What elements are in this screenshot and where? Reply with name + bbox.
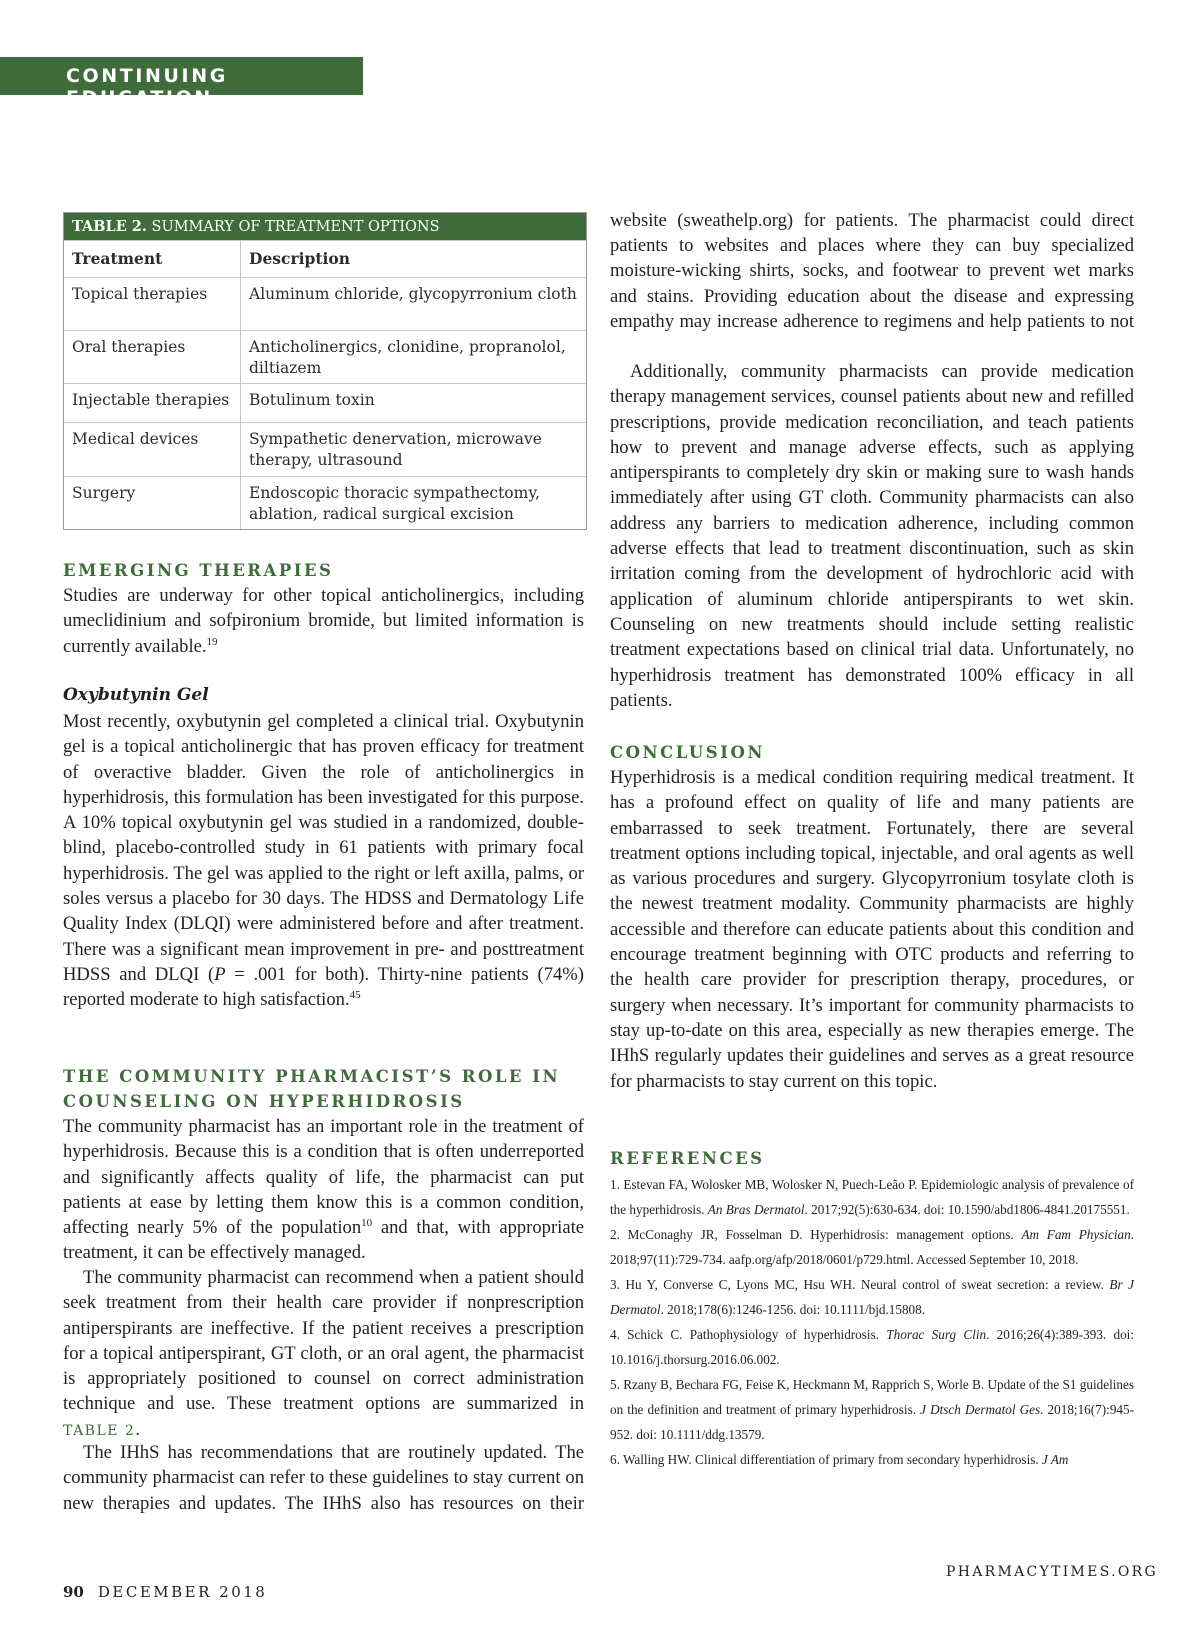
reference-journal: Thorac Surg Clin (886, 1327, 987, 1342)
reference-details: . 2018;97(11):729-734. aafp.org/afp/2018/0601/p729.html. Accessed September 10, 2018. (610, 1227, 1134, 1267)
page-footer-left (63, 1583, 267, 1601)
oxybutynin-body (63, 709, 584, 1013)
emerging-therapies-heading: EMERGING THERAPIES (63, 561, 334, 580)
reference-item (610, 1447, 1134, 1472)
banner-label: CONTINUING EDUCATION (66, 65, 228, 109)
oxybutynin-text-a: Most recently, oxybutynin gel completed a clinical trial. Oxybutynin gel is a topical anticholinergic that has proven efficacy for treatment of overactive bladder. Given the role of anticholinergics in hyperhidrosis, this formulation has been investigated for this purpose. A 10% topical oxybutynin gel was studied in a randomized, double-blind, placebo-controlled study in 61 patients with primary focal hyperhidrosis. The gel was applied to the right or left axilla, palms, or soles versus a placebo for 30 days. The HDSS and Dermatology Life Quality Index (DLQI) were administered before and after treatment. There was a significant mean improvement in pre- and posttreatment HDSS and DLQI ( (63, 711, 584, 985)
reference-details: . 2018;16(7):945-952. doi: 10.1111/ddg.13579. (610, 1402, 1134, 1442)
oxybutynin-subheading: Oxybutynin Gel (63, 685, 209, 705)
community-p3-text: website (sweathelp.org) for patients. The pharmacist could direct patients to websites and places where they can buy specialized moisture-wicking shirts, socks, and footwear to prevent wet marks and stains. Providing education about the disease and expressing empathy may increase adherence to regimens and help patients to not (610, 209, 1134, 333)
reference-details: . 2016;26(4):389-393. doi: 10.1016/j.thorsurg.2016.06.002. (610, 1327, 1134, 1367)
column-header-treatment: Treatment (64, 241, 241, 277)
community-p1-text-b: and that, with appropriate treatment, it can be effectively managed. (63, 1217, 584, 1264)
community-p3-text: The IHhS has recommendations that are routinely updated. The community pharmacist can refer to these guidelines to stay current on new therapies and updates. The IHhS also has resources on their (63, 1442, 584, 1514)
reference-journal: Am Fam Physician (1021, 1227, 1131, 1242)
community-heading-line2: COUNSELING ON HYPERHIDROSIS (63, 1092, 465, 1111)
conclusion-body: Hyperhidrosis is a medical condition requiring medical treatment. It has a profound effect on quality of life and many patients are embarrassed to seek treatment. Fortunately, there are several treatment options including topical, injectable, and oral agents as well as various procedures and surgery. Glycopyrronium tosylate cloth is the newest treatment modality. Community pharmacists are highly accessible and therefore can educate patients about this condition and encourage treatment beginning with OTC products and referring to the health care provider for prescription therapy, procedures, or surgery when necessary. It’s important for community pharmacists to stay up-to-date on this area, especially as new therapies emerge. The IHhS regularly updates their guidelines and serves as a great resource for pharmacists to stay current on this topic. (610, 767, 1134, 1092)
table-cell-description: Aluminum chloride, glycopyrronium cloth (249, 285, 577, 303)
community-paragraph-2 (63, 1265, 584, 1444)
reference-details: . 2017;92(5):630-634. doi: 10.1590/abd1806-4841.20175551. (804, 1202, 1130, 1217)
table-cell-description: Anticholinergics, clonidine, propranolol, diltiazem (249, 338, 566, 377)
community-p2-text-a: The community pharmacist can recommend when a patient should seek treatment from their health care provider if nonprescription antiperspirants are ineffective. If the patient receives a prescription for a topical antiperspirant, GT cloth, or an oral agent, the pharmacist is appropriately positioned to counsel on correct administration technique and use. These treatment options are summarized in (63, 1267, 584, 1415)
page-number: 90 (63, 1583, 84, 1601)
table-row (64, 383, 586, 422)
reference-text: 1. Estevan FA, Wolosker MB, Wolosker N, Puech-Leão P. Epidemiologic analysis of prevalence of the hyperhidrosis. (610, 1177, 1134, 1217)
table-cell-treatment: Oral therapies (64, 331, 241, 383)
reference-item (610, 1372, 1134, 1447)
table-header-row (64, 240, 586, 277)
community-paragraph-3-start (63, 1440, 584, 1516)
reference-item (610, 1272, 1134, 1322)
table-title-text: SUMMARY OF TREATMENT OPTIONS (151, 219, 440, 235)
references-list (610, 1172, 1134, 1472)
reference-text: 4. Schick C. Pathophysiology of hyperhidrosis. (610, 1327, 887, 1342)
table-row (64, 422, 586, 476)
emerging-therapies-body (63, 583, 584, 659)
table-cell-description: Botulinum toxin (249, 391, 375, 409)
issue-date: DECEMBER 2018 (97, 1583, 268, 1601)
table-cell-treatment: Injectable therapies (64, 384, 241, 422)
community-paragraph-4: Additionally, community pharmacists can provide medication therapy management services, counsel patients about new and refilled prescriptions, provide medication reconciliation, and teach patients how to prevent and manage adverse effects, such as applying antiperspirants to completely dry skin or making sure to wash hands immediately after using GT cloth. Community pharmacists can also address any barriers to medication adherence, including common adverse effects that lead to treatment discontinuation, such as skin irritation coming from the development of hydrochloric acid with application of aluminum chloride antiperspirants to wet skin. Counseling on new treatments should include setting realistic treatment expectations based on clinical trial data. Unfortunately, no hyperhidrosis treatment has demonstrated 100% efficacy in all patients. (610, 361, 1134, 711)
column-header-description: Description (249, 249, 351, 268)
community-paragraph-1 (63, 1114, 584, 1266)
reference-details: . 2018;178(6):1246-1256. doi: 10.1111/bjd.15808. (660, 1302, 926, 1317)
reference-journal: Br J Dermatol (610, 1277, 1134, 1317)
reference-item (610, 1322, 1134, 1372)
section-banner (0, 57, 363, 109)
table-row (64, 277, 586, 330)
reference-text: 6. Walling HW. Clinical differentiation of primary from secondary hyperhidrosis. (610, 1452, 1042, 1467)
citation: 10 (361, 1217, 373, 1229)
community-p3-continuation (610, 208, 1134, 335)
community-heading-line1: THE COMMUNITY PHARMACIST’S ROLE IN (63, 1067, 561, 1086)
community-p1-text-a: The community pharmacist has an important role in the treatment of hyperhidrosis. Because this is a condition that is often underreported and significantly affects quality of life, the pharmacist can put patients at ease by letting them know this is a common condition, affecting nearly 5% of the population (63, 1116, 584, 1239)
table-row (64, 330, 586, 383)
reference-text: 2. McConaghy JR, Fosselman D. Hyperhidrosis: management options. (610, 1227, 1022, 1242)
treatment-table (63, 212, 587, 530)
p-value-symbol: P (214, 963, 226, 985)
table-reference: TABLE 2 (63, 1422, 136, 1439)
table-row (64, 476, 586, 529)
citation: 19 (206, 635, 218, 648)
reference-journal: An Bras Dermatol (707, 1202, 805, 1217)
reference-text: 3. Hu Y, Converse C, Lyons MC, Hsu WH. Neural control of sweat secretion: a review. (610, 1277, 1110, 1292)
table-cell-description: Endoscopic thoracic sympathectomy, ablation, radical surgical excision (249, 484, 540, 523)
community-paragraph-3-continued (610, 208, 1134, 335)
emerging-text: Studies are underway for other topical anticholinergics, including umeclidinium and sofpironium bromide, but limited information is currently available. (63, 585, 584, 657)
oxybutynin-text-b: = .001 for both). Thirty-nine patients (74%) reported moderate to high satisfaction. (63, 963, 584, 1011)
site-url: PHARMACYTIMES.ORG (946, 1564, 1158, 1580)
citation: 45 (349, 989, 361, 1002)
reference-item (610, 1172, 1134, 1222)
community-p2-text-b: . (135, 1418, 141, 1440)
conclusion-heading: CONCLUSION (610, 743, 765, 762)
table-cell-treatment: Medical devices (64, 423, 241, 476)
reference-journal: J Am (1041, 1452, 1069, 1467)
reference-item (610, 1222, 1134, 1272)
references-heading: REFERENCES (610, 1149, 765, 1168)
community-heading (63, 1064, 560, 1114)
table-cell-description: Sympathetic denervation, microwave therapy, ultrasound (249, 430, 542, 469)
table-label: TABLE 2. (72, 218, 147, 235)
table-title (64, 213, 586, 240)
table-cell-treatment: Topical therapies (64, 278, 241, 330)
reference-text: 5. Rzany B, Bechara FG, Feise K, Heckmann M, Rapprich S, Worle B. Update of the S1 guidelines on the definition and treatment of primary hyperhidrosis. (610, 1377, 1134, 1417)
table-cell-treatment: Surgery (64, 477, 241, 529)
reference-journal: J Dtsch Dermatol Ges (920, 1402, 1041, 1417)
